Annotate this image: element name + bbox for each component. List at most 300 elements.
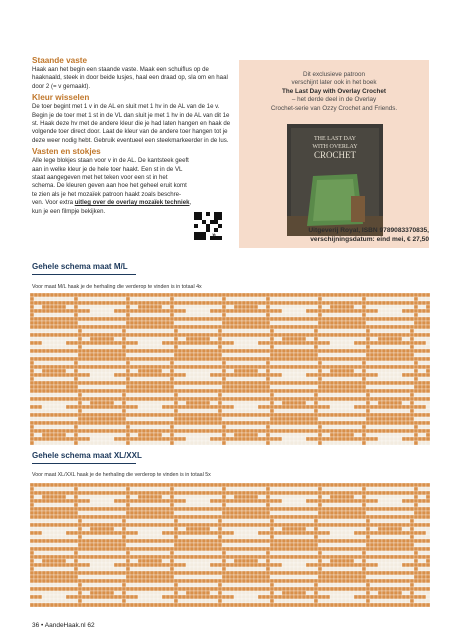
pattern-cell bbox=[210, 515, 214, 519]
pattern-cell bbox=[74, 313, 78, 317]
pattern-cell bbox=[298, 353, 302, 357]
pattern-cell bbox=[142, 495, 146, 499]
pattern-cell bbox=[298, 425, 302, 429]
pattern-cell bbox=[58, 297, 62, 301]
pattern-cell bbox=[382, 353, 386, 357]
pattern-cell bbox=[426, 511, 430, 515]
pattern-cell bbox=[294, 337, 298, 341]
pattern-cell bbox=[214, 333, 218, 337]
pattern-cell bbox=[362, 385, 366, 389]
pattern-cell bbox=[270, 329, 274, 333]
pattern-cell bbox=[186, 425, 190, 429]
pattern-cell bbox=[170, 511, 174, 515]
pattern-cell bbox=[394, 523, 398, 527]
pattern-cell bbox=[66, 499, 70, 503]
pattern-cell bbox=[274, 353, 278, 357]
pattern-cell bbox=[306, 507, 310, 511]
pattern-cell bbox=[246, 349, 250, 353]
pattern-cell bbox=[170, 389, 174, 393]
pattern-cell bbox=[282, 409, 286, 413]
pattern-cell bbox=[290, 325, 294, 329]
pattern-cell bbox=[226, 487, 230, 491]
promo-text bbox=[239, 71, 429, 113]
pattern-cell bbox=[326, 345, 330, 349]
pattern-cell bbox=[410, 511, 414, 515]
pattern-cell bbox=[46, 519, 50, 523]
pattern-cell bbox=[94, 441, 98, 445]
pattern-cell bbox=[286, 507, 290, 511]
pattern-cell bbox=[350, 417, 354, 421]
pattern-cell bbox=[290, 413, 294, 417]
pattern-cell bbox=[206, 297, 210, 301]
pattern-cell bbox=[142, 519, 146, 523]
pattern-cell bbox=[342, 341, 346, 345]
pattern-cell bbox=[110, 329, 114, 333]
pattern-cell bbox=[206, 301, 210, 305]
pattern-cell bbox=[182, 527, 186, 531]
pattern-cell bbox=[246, 437, 250, 441]
pattern-cell bbox=[334, 349, 338, 353]
pattern-cell bbox=[194, 349, 198, 353]
pattern-cell bbox=[110, 309, 114, 313]
pattern-cell bbox=[166, 385, 170, 389]
pattern-cell bbox=[274, 523, 278, 527]
pattern-cell bbox=[62, 301, 66, 305]
pattern-cell bbox=[38, 389, 42, 393]
pattern-cell bbox=[162, 421, 166, 425]
pattern-cell bbox=[270, 305, 274, 309]
pattern-cell bbox=[294, 499, 298, 503]
pattern-cell bbox=[386, 499, 390, 503]
pattern-cell bbox=[382, 357, 386, 361]
pattern-cell bbox=[398, 301, 402, 305]
pattern-cell bbox=[150, 519, 154, 523]
pattern-cell bbox=[102, 405, 106, 409]
pattern-cell bbox=[54, 487, 58, 491]
pattern-cell bbox=[86, 519, 90, 523]
pattern-cell bbox=[54, 417, 58, 421]
pattern-cell bbox=[42, 523, 46, 527]
pattern-cell bbox=[370, 515, 374, 519]
pattern-cell bbox=[242, 329, 246, 333]
pattern-cell bbox=[182, 433, 186, 437]
pattern-cell bbox=[358, 349, 362, 353]
pattern-cell bbox=[94, 301, 98, 305]
pattern-cell bbox=[414, 495, 418, 499]
pattern-cell bbox=[42, 305, 46, 309]
pattern-cell bbox=[94, 325, 98, 329]
pattern-cell bbox=[362, 393, 366, 397]
pattern-cell bbox=[38, 337, 42, 341]
pattern-cell bbox=[30, 491, 34, 495]
pattern-cell bbox=[342, 483, 346, 487]
pattern-cell bbox=[42, 353, 46, 357]
pattern-cell bbox=[274, 365, 278, 369]
pattern-cell bbox=[266, 357, 270, 361]
pattern-cell bbox=[370, 393, 374, 397]
pattern-cell bbox=[170, 397, 174, 401]
pattern-cell bbox=[306, 421, 310, 425]
pattern-cell bbox=[422, 349, 426, 353]
pattern-cell bbox=[286, 389, 290, 393]
pattern-cell bbox=[250, 495, 254, 499]
pattern-cell bbox=[286, 519, 290, 523]
pattern-cell bbox=[374, 425, 378, 429]
pattern-cell bbox=[410, 321, 414, 325]
pattern-cell bbox=[234, 325, 238, 329]
pattern-cell bbox=[74, 401, 78, 405]
pattern-cell bbox=[82, 397, 86, 401]
pattern-cell bbox=[406, 503, 410, 507]
pattern-cell bbox=[174, 523, 178, 527]
pattern-cell bbox=[70, 487, 74, 491]
pattern-cell bbox=[230, 361, 234, 365]
pattern-cell bbox=[310, 365, 314, 369]
pattern-cell bbox=[270, 401, 274, 405]
pattern-cell bbox=[50, 511, 54, 515]
pattern-cell bbox=[138, 425, 142, 429]
pattern-cell bbox=[278, 483, 282, 487]
pattern-cell bbox=[170, 293, 174, 297]
cover-title-2: WITH OVERLAY bbox=[312, 144, 358, 150]
pattern-cell bbox=[134, 421, 138, 425]
pattern-cell bbox=[130, 297, 134, 301]
pattern-cell bbox=[166, 369, 170, 373]
pattern-cell bbox=[190, 369, 194, 373]
pattern-cell bbox=[98, 417, 102, 421]
pattern-cell bbox=[366, 491, 370, 495]
pattern-cell bbox=[86, 389, 90, 393]
pattern-cell bbox=[310, 325, 314, 329]
qr-code-icon[interactable] bbox=[194, 212, 222, 240]
pattern-cell bbox=[110, 333, 114, 337]
pattern-cell bbox=[170, 309, 174, 313]
pattern-cell bbox=[30, 425, 34, 429]
pattern-cell bbox=[390, 437, 394, 441]
pattern-cell bbox=[362, 321, 366, 325]
pattern-cell bbox=[162, 293, 166, 297]
pattern-cell bbox=[142, 483, 146, 487]
pattern-cell bbox=[366, 297, 370, 301]
pattern-cell bbox=[286, 409, 290, 413]
pattern-cell bbox=[46, 507, 50, 511]
pattern-cell bbox=[310, 389, 314, 393]
pattern-cell bbox=[410, 393, 414, 397]
pattern-cell bbox=[214, 409, 218, 413]
pattern-cell bbox=[46, 503, 50, 507]
pattern-cell bbox=[226, 491, 230, 495]
pattern-cell bbox=[118, 305, 122, 309]
pattern-cell bbox=[222, 405, 226, 409]
pattern-cell bbox=[98, 361, 102, 365]
pattern-cell bbox=[282, 321, 286, 325]
pattern-cell bbox=[362, 369, 366, 373]
pattern-cell bbox=[274, 381, 278, 385]
pattern-cell bbox=[50, 409, 54, 413]
pattern-cell bbox=[378, 297, 382, 301]
pattern-cell bbox=[266, 329, 270, 333]
pattern-cell bbox=[262, 321, 266, 325]
pattern-cell bbox=[410, 385, 414, 389]
pattern-cell bbox=[114, 389, 118, 393]
pattern-cell bbox=[134, 441, 138, 445]
pattern-cell bbox=[398, 499, 402, 503]
pattern-cell bbox=[38, 417, 42, 421]
pattern-cell bbox=[194, 385, 198, 389]
pattern-cell bbox=[250, 425, 254, 429]
pattern-cell bbox=[138, 373, 142, 377]
pattern-cell bbox=[298, 511, 302, 515]
pattern-cell bbox=[414, 293, 418, 297]
video-link[interactable]: uitleg over de overlay mozaïek techniek bbox=[74, 199, 190, 207]
pattern-cell bbox=[134, 417, 138, 421]
pattern-cell bbox=[206, 393, 210, 397]
pattern-cell bbox=[314, 325, 318, 329]
pattern-cell bbox=[350, 519, 354, 523]
pattern-cell bbox=[378, 507, 382, 511]
pattern-cell bbox=[38, 325, 42, 329]
pattern-cell bbox=[282, 503, 286, 507]
pattern-cell bbox=[194, 321, 198, 325]
pattern-cell bbox=[90, 345, 94, 349]
pattern-cell bbox=[178, 353, 182, 357]
pattern-cell bbox=[30, 337, 34, 341]
pattern-cell bbox=[122, 487, 126, 491]
pattern-cell bbox=[250, 511, 254, 515]
pattern-cell bbox=[246, 405, 250, 409]
pattern-cell bbox=[326, 417, 330, 421]
pattern-cell bbox=[142, 321, 146, 325]
pattern-cell bbox=[82, 345, 86, 349]
pattern-cell bbox=[350, 421, 354, 425]
pattern-cell bbox=[186, 499, 190, 503]
pattern-cell bbox=[118, 405, 122, 409]
pattern-cell bbox=[226, 333, 230, 337]
pattern-cell bbox=[94, 377, 98, 381]
pattern-cell bbox=[170, 527, 174, 531]
pattern-cell bbox=[326, 341, 330, 345]
pattern-cell bbox=[114, 507, 118, 511]
pattern-cell bbox=[390, 337, 394, 341]
pattern-cell bbox=[146, 397, 150, 401]
pattern-cell bbox=[70, 361, 74, 365]
pattern-cell bbox=[94, 487, 98, 491]
pattern-cell bbox=[142, 385, 146, 389]
pattern-cell bbox=[398, 425, 402, 429]
pattern-cell bbox=[158, 389, 162, 393]
pattern-cell bbox=[242, 515, 246, 519]
pattern-cell bbox=[326, 437, 330, 441]
pattern-cell bbox=[422, 437, 426, 441]
pattern-cell bbox=[314, 421, 318, 425]
pattern-cell bbox=[298, 301, 302, 305]
pattern-cell bbox=[278, 341, 282, 345]
pattern-cell bbox=[142, 369, 146, 373]
pattern-cell bbox=[202, 377, 206, 381]
pattern-cell bbox=[142, 413, 146, 417]
pattern-cell bbox=[250, 373, 254, 377]
pattern-cell bbox=[102, 433, 106, 437]
pattern-cell bbox=[238, 519, 242, 523]
pattern-cell bbox=[386, 317, 390, 321]
pattern-cell bbox=[138, 483, 142, 487]
pattern-cell bbox=[250, 321, 254, 325]
pattern-cell bbox=[262, 413, 266, 417]
pattern-cell bbox=[246, 429, 250, 433]
pattern-cell bbox=[138, 487, 142, 491]
pattern-cell bbox=[350, 389, 354, 393]
pattern-cell bbox=[426, 321, 430, 325]
pattern-cell bbox=[278, 393, 282, 397]
pattern-cell bbox=[314, 425, 318, 429]
pattern-cell bbox=[174, 499, 178, 503]
pattern-cell bbox=[258, 337, 262, 341]
pattern-cell bbox=[290, 499, 294, 503]
pattern-cell bbox=[66, 381, 70, 385]
pattern-cell bbox=[378, 377, 382, 381]
pattern-cell bbox=[98, 297, 102, 301]
pattern-cell bbox=[146, 357, 150, 361]
pattern-cell bbox=[218, 309, 222, 313]
pattern-cell bbox=[322, 357, 326, 361]
pattern-cell bbox=[290, 313, 294, 317]
pattern-cell bbox=[54, 495, 58, 499]
pattern-cell bbox=[38, 385, 42, 389]
pattern-cell bbox=[366, 389, 370, 393]
pattern-cell bbox=[82, 425, 86, 429]
pattern-cell bbox=[46, 357, 50, 361]
pattern-cell bbox=[266, 341, 270, 345]
pattern-cell bbox=[326, 409, 330, 413]
pattern-cell bbox=[326, 333, 330, 337]
pattern-cell bbox=[326, 425, 330, 429]
pattern-cell bbox=[410, 397, 414, 401]
pattern-cell bbox=[146, 401, 150, 405]
pattern-cell bbox=[194, 301, 198, 305]
pattern-cell bbox=[66, 305, 70, 309]
pattern-cell bbox=[106, 393, 110, 397]
pattern-cell bbox=[354, 397, 358, 401]
pattern-cell bbox=[350, 293, 354, 297]
pattern-cell bbox=[370, 317, 374, 321]
pattern-cell bbox=[94, 515, 98, 519]
pattern-cell bbox=[218, 437, 222, 441]
pattern-cell bbox=[270, 353, 274, 357]
pattern-cell bbox=[254, 527, 258, 531]
pattern-cell bbox=[102, 341, 106, 345]
pattern-cell bbox=[306, 405, 310, 409]
pattern-cell bbox=[322, 349, 326, 353]
pattern-cell bbox=[226, 397, 230, 401]
pattern-cell bbox=[234, 425, 238, 429]
pattern-cell bbox=[142, 309, 146, 313]
pattern-cell bbox=[282, 499, 286, 503]
pattern-cell bbox=[418, 491, 422, 495]
pattern-cell bbox=[350, 425, 354, 429]
pattern-cell bbox=[354, 293, 358, 297]
pattern-cell bbox=[62, 519, 66, 523]
pattern-cell bbox=[390, 417, 394, 421]
pattern-cell bbox=[242, 425, 246, 429]
pattern-cell bbox=[222, 499, 226, 503]
pattern-cell bbox=[38, 523, 42, 527]
pattern-cell bbox=[90, 381, 94, 385]
pattern-cell bbox=[422, 337, 426, 341]
pattern-cell bbox=[58, 511, 62, 515]
pattern-cell bbox=[310, 381, 314, 385]
pattern-cell bbox=[262, 333, 266, 337]
pattern-cell bbox=[54, 297, 58, 301]
pattern-cell bbox=[258, 293, 262, 297]
pattern-cell bbox=[334, 317, 338, 321]
pattern-cell bbox=[370, 333, 374, 337]
pattern-cell bbox=[270, 491, 274, 495]
pattern-cell bbox=[154, 425, 158, 429]
pattern-cell bbox=[218, 313, 222, 317]
pattern-cell bbox=[70, 389, 74, 393]
pattern-cell bbox=[106, 507, 110, 511]
pattern-cell bbox=[314, 437, 318, 441]
pattern-cell bbox=[366, 381, 370, 385]
pattern-cell bbox=[302, 421, 306, 425]
pattern-cell bbox=[314, 393, 318, 397]
pattern-cell bbox=[230, 341, 234, 345]
pattern-cell bbox=[262, 365, 266, 369]
pattern-cell bbox=[38, 365, 42, 369]
pattern-cell bbox=[318, 373, 322, 377]
pattern-cell bbox=[306, 441, 310, 445]
pattern-cell bbox=[146, 369, 150, 373]
pattern-cell bbox=[198, 405, 202, 409]
pattern-cell bbox=[274, 397, 278, 401]
pattern-cell bbox=[310, 353, 314, 357]
pattern-cell bbox=[266, 421, 270, 425]
pattern-cell bbox=[30, 487, 34, 491]
pattern-cell bbox=[286, 361, 290, 365]
pattern-cell bbox=[310, 429, 314, 433]
pattern-cell bbox=[98, 499, 102, 503]
pattern-cell bbox=[318, 503, 322, 507]
pattern-cell bbox=[158, 409, 162, 413]
pattern-cell bbox=[326, 361, 330, 365]
pattern-cell bbox=[258, 313, 262, 317]
pattern-cell bbox=[334, 333, 338, 337]
pattern-cell bbox=[38, 329, 42, 333]
pattern-cell bbox=[318, 487, 322, 491]
pattern-cell bbox=[346, 365, 350, 369]
pattern-cell bbox=[370, 519, 374, 523]
pattern-cell bbox=[366, 425, 370, 429]
pattern-cell bbox=[46, 381, 50, 385]
pattern-cell bbox=[34, 437, 38, 441]
pattern-cell bbox=[342, 425, 346, 429]
pattern-cell bbox=[338, 495, 342, 499]
pattern-cell bbox=[394, 487, 398, 491]
pattern-cell bbox=[354, 369, 358, 373]
pattern-cell bbox=[126, 393, 130, 397]
pattern-cell bbox=[354, 515, 358, 519]
pattern-cell bbox=[166, 353, 170, 357]
pattern-cell bbox=[114, 297, 118, 301]
pattern-cell bbox=[62, 349, 66, 353]
pattern-cell bbox=[154, 499, 158, 503]
pattern-cell bbox=[230, 491, 234, 495]
pattern-cell bbox=[426, 397, 430, 401]
pattern-cell bbox=[142, 373, 146, 377]
pattern-cell bbox=[238, 385, 242, 389]
pattern-cell bbox=[126, 305, 130, 309]
pattern-cell bbox=[362, 441, 366, 445]
